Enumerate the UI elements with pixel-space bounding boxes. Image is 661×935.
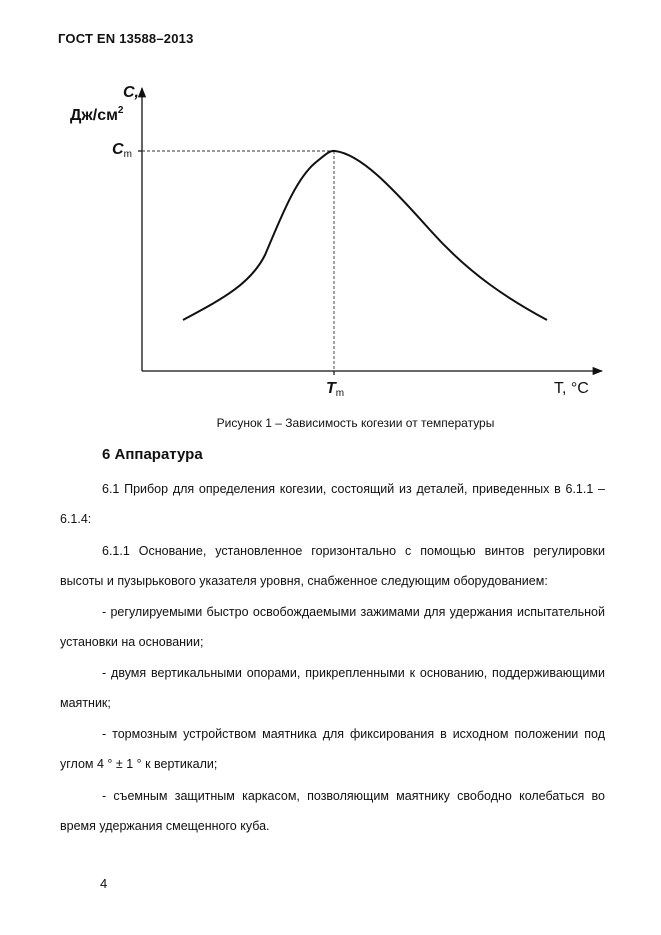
tm-label: $T_m$ [326,380,345,399]
paragraph-6-1: 6.1 Прибор для определения когезии, состоящий из деталей, приведенных в 6.1.1 – 6.1.4: [60,482,605,526]
section-title: 6 Аппаратура [102,446,203,463]
list-item-brake: - тормозным устройством маятника для фиксирования в исходном положении под углом 4 ° ± 1 ° к вертикали; [60,727,605,771]
cm-label: $C_m$ [112,141,132,160]
page-number: 4 [100,876,108,891]
y-axis-label-line1: C, [123,84,139,101]
cohesion-curve [183,151,547,320]
cohesion-temperature-chart [60,70,620,410]
list-item-supports: - двумя вертикальными опорами, прикрепленными к основанию, поддерживающими маятник; [60,666,605,710]
x-axis-label: T, °C [554,380,589,397]
list-item-clamps: - регулируемыми быстро освобождаемыми зажимами для удержания испытательной установки на основании; [60,605,605,649]
list-item-frame: - съемным защитным каркасом, позволяющим маятнику свободно колебаться во время удержания смещенного куба. [60,789,605,833]
document-header: ГОСТ EN 13588–2013 [58,31,194,46]
paragraph-6-1-1: 6.1.1 Основание, установленное горизонтально с помощью винтов регулировки высоты и пузырькового указателя уровня, снабженное следующим оборудованием: [60,544,605,588]
chart-svg [60,70,620,410]
y-axis-label-line2: $Дж/см^2$ [70,105,124,124]
figure-caption: Рисунок 1 – Зависимость когезии от температуры [216,416,495,430]
